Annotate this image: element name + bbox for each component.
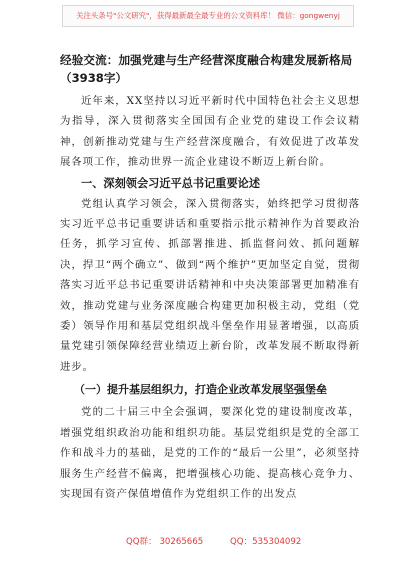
intro-paragraph: 近年来，XX坚持以习近平新时代中国特色社会主义思想为指导，深入贯彻落实全国国有企业党的建设工作会议精神，创新推动党建与生产经营深度融合，有效促进了改革发展各项工作，推动世界一流企业建设不断迈上新台阶。: [60, 95, 360, 169]
footer-qq-number: QQ：535304092: [230, 537, 302, 547]
footer-contact: [60, 534, 350, 550]
document-title: 经验交流：加强党建与生产经营深度融合构建发展新格局: [60, 53, 353, 67]
section1-paragraph: 党组认真学习领会，深入贯彻落实，始终把学习贯彻落实习近平总书记重要讲话和重要指示批示精神作为首要政治任务，抓学习宣传、抓部署推进、抓监督问效、抓问题解决，捍卫“两个确立”、做到“两个维护”更加坚定自觉，贯彻落实习近平总书记重要讲话精神和中央决策部署更加精准有效，推动党建与业务深度融合构建更加积极主动，党组（党委）领导作用和基层党组织战斗堡垒作用显著增强，以高质量党建引领保障经营业绩迈上新台阶，改革发展不断取得新进步。: [60, 197, 360, 373]
section-heading-1: 一、深刻领会习近平总书记重要论述: [81, 176, 261, 190]
header-notice-banner: [62, 5, 354, 27]
footer-qq-group: QQ群： 30265665: [126, 537, 204, 547]
header-notice-text: 关注头条号"公文研究"，获得最新最全最专业的公文资料库！ 微信：gongwenyj: [76, 11, 340, 20]
subsection1-paragraph: 党的二十届三中全会强调，要深化党的建设制度改革，增强党组织政治功能和组织功能。基层党组织是党的全部工作和战斗力的基础，是党的工作的“最后一公里”，必须坚持服务生产经营不偏离，把增强核心功能、提高核心竞争力、实现国有资产保值增值作为党组织工作的出发点: [60, 406, 360, 500]
subsection-heading-1: （一）提升基层组织力，打造企业改革发展坚强堡垒: [74, 383, 327, 397]
document-word-count: （3938字）: [60, 71, 128, 85]
document-page: [60, 52, 360, 504]
